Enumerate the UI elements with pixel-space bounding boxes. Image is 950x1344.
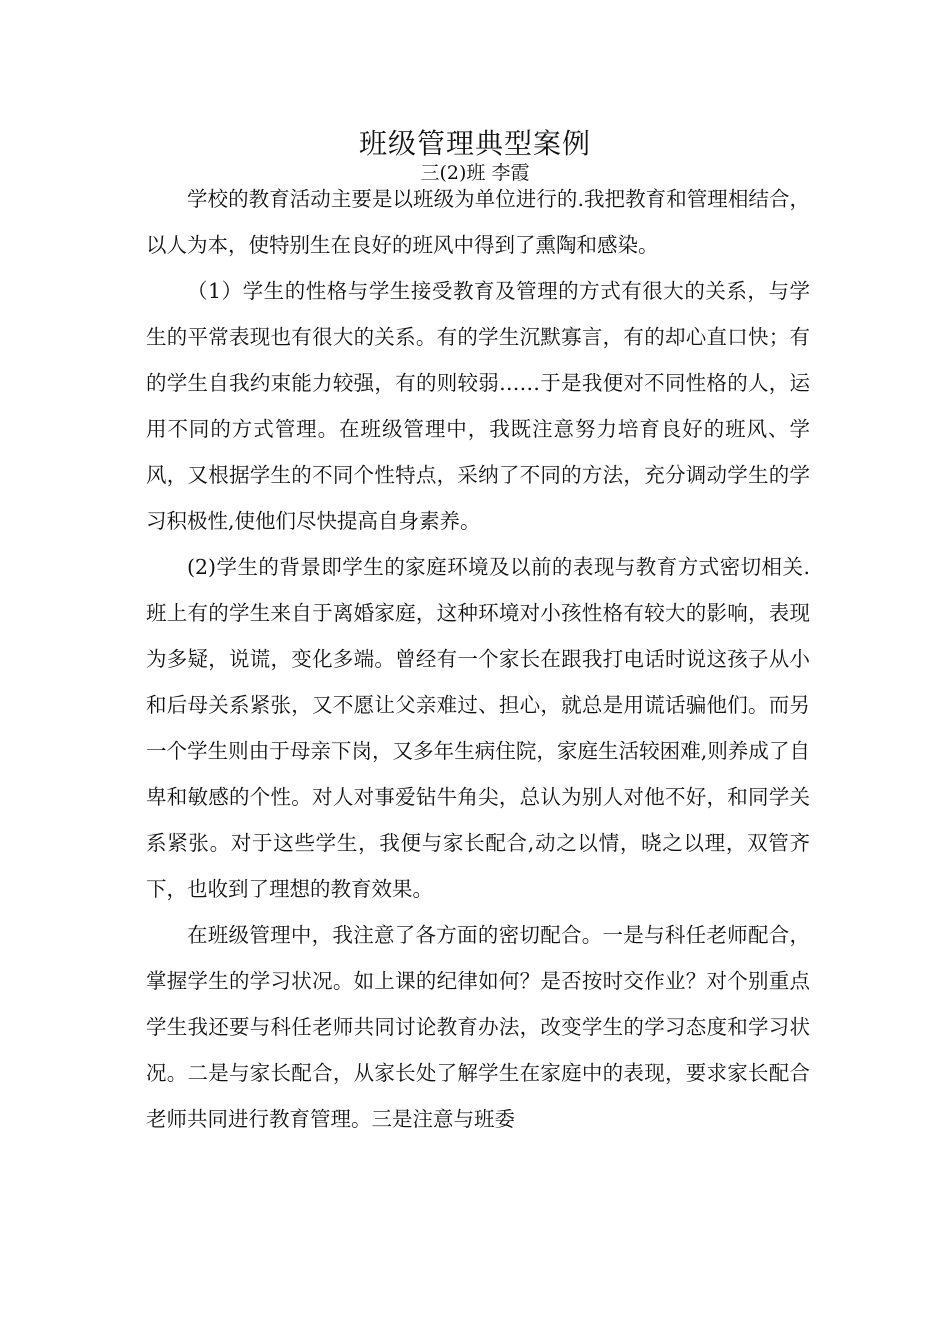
paragraph-personality: （1）学生的性格与学生接受教育及管理的方式有很大的关系，与学生的平常表现也有很大的关系。有的学生沉默寡言，有的却心直口快；有的学生自我约束能力较强，有的则较弱……于是我便对不同性格的人，运用不同的方式管理。在班级管理中，我既注意努力培育良好的班风、学风，又根据学生的不同个性特点，采纳了不同的方法，充分调动学生的学习积极性,使他们尽快提高自身素养。 (146, 279, 810, 533)
paragraph-cooperation: 在班级管理中，我注意了各方面的密切配合。一是与科任老师配合，掌握学生的学习状况。如上课的纪律如何？是否按时交作业？对个别重点学生我还要与科任老师共同讨论教育办法，改变学生的学习态度和学习状况。二是与家长配合，从家长处了解学生在家庭中的表现，要求家长配合老师共同进行教育管理。三是注意与班委 (146, 923, 810, 1131)
paragraph-background: (2)学生的背景即学生的家庭环境及以前的表现与教育方式密切相关.班上有的学生来自于离婚家庭，这种环境对小孩性格有较大的影响，表现为多疑，说谎，变化多端。曾经有一个家长在跟我打电话时说这孩子从小和后母关系紧张，又不愿让父亲难过、担心，就总是用谎话骗他们。而另一个学生则由于母亲下岗，又多年生病住院，家庭生活较困难,则养成了自卑和敏感的个性。对人对事爱钻牛角尖，总认为别人对他不好，和同学关系紧张。对于这些学生，我便与家长配合,动之以情，晓之以理，双管齐下，也收到了理想的教育效果。 (146, 555, 810, 901)
paragraph-intro: 学校的教育活动主要是以班级为单位进行的.我把教育和管理相结合，以人为本，使特别生在良好的班风中得到了熏陶和感染。 (146, 187, 810, 257)
document-author: 三(2)班 李霞 (420, 162, 530, 184)
document-body (146, 176, 810, 1142)
document-title: 班级管理典型案例 (358, 127, 591, 160)
